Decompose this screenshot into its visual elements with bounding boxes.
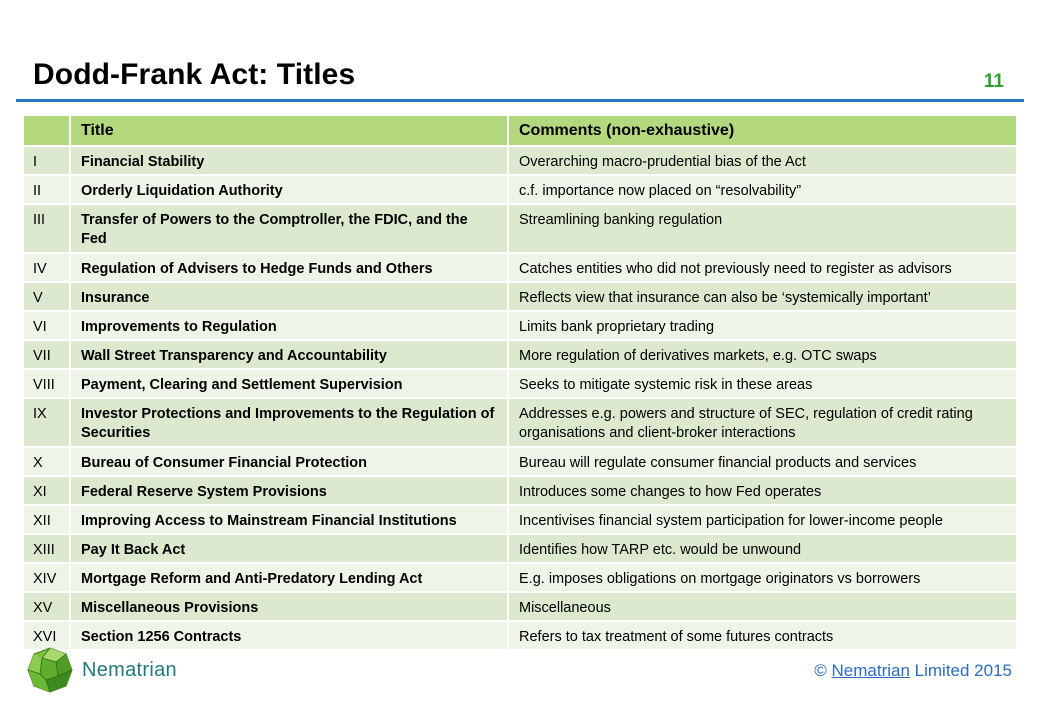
table-row <box>24 621 1017 650</box>
table-row <box>24 282 1017 311</box>
row-title: Federal Reserve System Provisions <box>70 476 508 505</box>
row-number: IX <box>24 398 70 447</box>
table-row <box>24 204 1017 253</box>
row-comment: c.f. importance now placed on “resolvability” <box>508 175 1017 204</box>
row-number: XIII <box>24 534 70 563</box>
row-title: Mortgage Reform and Anti-Predatory Lending Act <box>70 563 508 592</box>
table-row <box>24 592 1017 621</box>
table-row <box>24 311 1017 340</box>
table-row <box>24 369 1017 398</box>
row-title: Bureau of Consumer Financial Protection <box>70 447 508 476</box>
table-row <box>24 476 1017 505</box>
table-row <box>24 534 1017 563</box>
row-number: X <box>24 447 70 476</box>
table-row <box>24 398 1017 447</box>
copyright-link[interactable]: Nematrian <box>831 661 910 680</box>
table-row <box>24 253 1017 282</box>
row-number: III <box>24 204 70 253</box>
row-title: Payment, Clearing and Settlement Supervision <box>70 369 508 398</box>
row-number: II <box>24 175 70 204</box>
row-title: Investor Protections and Improvements to the Regulation of Securities <box>70 398 508 447</box>
row-comment: Miscellaneous <box>508 592 1017 621</box>
table-row <box>24 175 1017 204</box>
row-comment: More regulation of derivatives markets, e.g. OTC swaps <box>508 340 1017 369</box>
row-number: XV <box>24 592 70 621</box>
row-number: XIV <box>24 563 70 592</box>
header-comments: Comments (non-exhaustive) <box>508 116 1017 146</box>
table-row <box>24 563 1017 592</box>
row-title: Miscellaneous Provisions <box>70 592 508 621</box>
row-number: XII <box>24 505 70 534</box>
row-number: XI <box>24 476 70 505</box>
row-title: Regulation of Advisers to Hedge Funds and Others <box>70 253 508 282</box>
table-row <box>24 340 1017 369</box>
row-comment: Refers to tax treatment of some futures contracts <box>508 621 1017 650</box>
row-comment: Seeks to mitigate systemic risk in these areas <box>508 369 1017 398</box>
row-comment: Bureau will regulate consumer financial products and services <box>508 447 1017 476</box>
header-title: Title <box>70 116 508 146</box>
nematrian-logo-icon <box>26 646 74 694</box>
row-number: I <box>24 146 70 175</box>
row-title: Wall Street Transparency and Accountability <box>70 340 508 369</box>
row-title: Insurance <box>70 282 508 311</box>
header-number <box>24 116 70 146</box>
row-number: VI <box>24 311 70 340</box>
copyright-symbol: © <box>814 661 827 680</box>
row-comment: Overarching macro-prudential bias of the Act <box>508 146 1017 175</box>
table-row <box>24 146 1017 175</box>
title-rule <box>16 99 1024 102</box>
table-header-row <box>24 116 1017 146</box>
brand-name: Nematrian <box>82 659 177 681</box>
row-title: Transfer of Powers to the Comptroller, the FDIC, and the Fed <box>70 204 508 253</box>
row-title: Improving Access to Mainstream Financial Institutions <box>70 505 508 534</box>
row-comment: Introduces some changes to how Fed operates <box>508 476 1017 505</box>
row-number: V <box>24 282 70 311</box>
copyright-notice <box>814 661 1012 681</box>
row-number: IV <box>24 253 70 282</box>
row-comment: Incentivises financial system participation for lower-income people <box>508 505 1017 534</box>
page-number: 11 <box>983 71 1004 92</box>
titles-table <box>24 116 1018 651</box>
row-title: Section 1256 Contracts <box>70 621 508 650</box>
row-comment: Streamlining banking regulation <box>508 204 1017 253</box>
copyright-text: Limited 2015 <box>914 661 1012 680</box>
row-title: Improvements to Regulation <box>70 311 508 340</box>
row-comment: Addresses e.g. powers and structure of SEC, regulation of credit rating organisations and client-broker interactions <box>508 398 1017 447</box>
row-comment: Reflects view that insurance can also be ‘systemically important’ <box>508 282 1017 311</box>
row-comment: Identifies how TARP etc. would be unwound <box>508 534 1017 563</box>
row-number: VIII <box>24 369 70 398</box>
titles-table-container <box>24 116 1017 651</box>
row-title: Pay It Back Act <box>70 534 508 563</box>
table-row <box>24 505 1017 534</box>
row-comment: Limits bank proprietary trading <box>508 311 1017 340</box>
slide-title: Dodd-Frank Act: Titles <box>33 58 356 91</box>
row-comment: Catches entities who did not previously need to register as advisors <box>508 253 1017 282</box>
table-row <box>24 447 1017 476</box>
row-number: XVI <box>24 621 70 650</box>
row-comment: E.g. imposes obligations on mortgage originators vs borrowers <box>508 563 1017 592</box>
row-title: Financial Stability <box>70 146 508 175</box>
row-title: Orderly Liquidation Authority <box>70 175 508 204</box>
row-number: VII <box>24 340 70 369</box>
